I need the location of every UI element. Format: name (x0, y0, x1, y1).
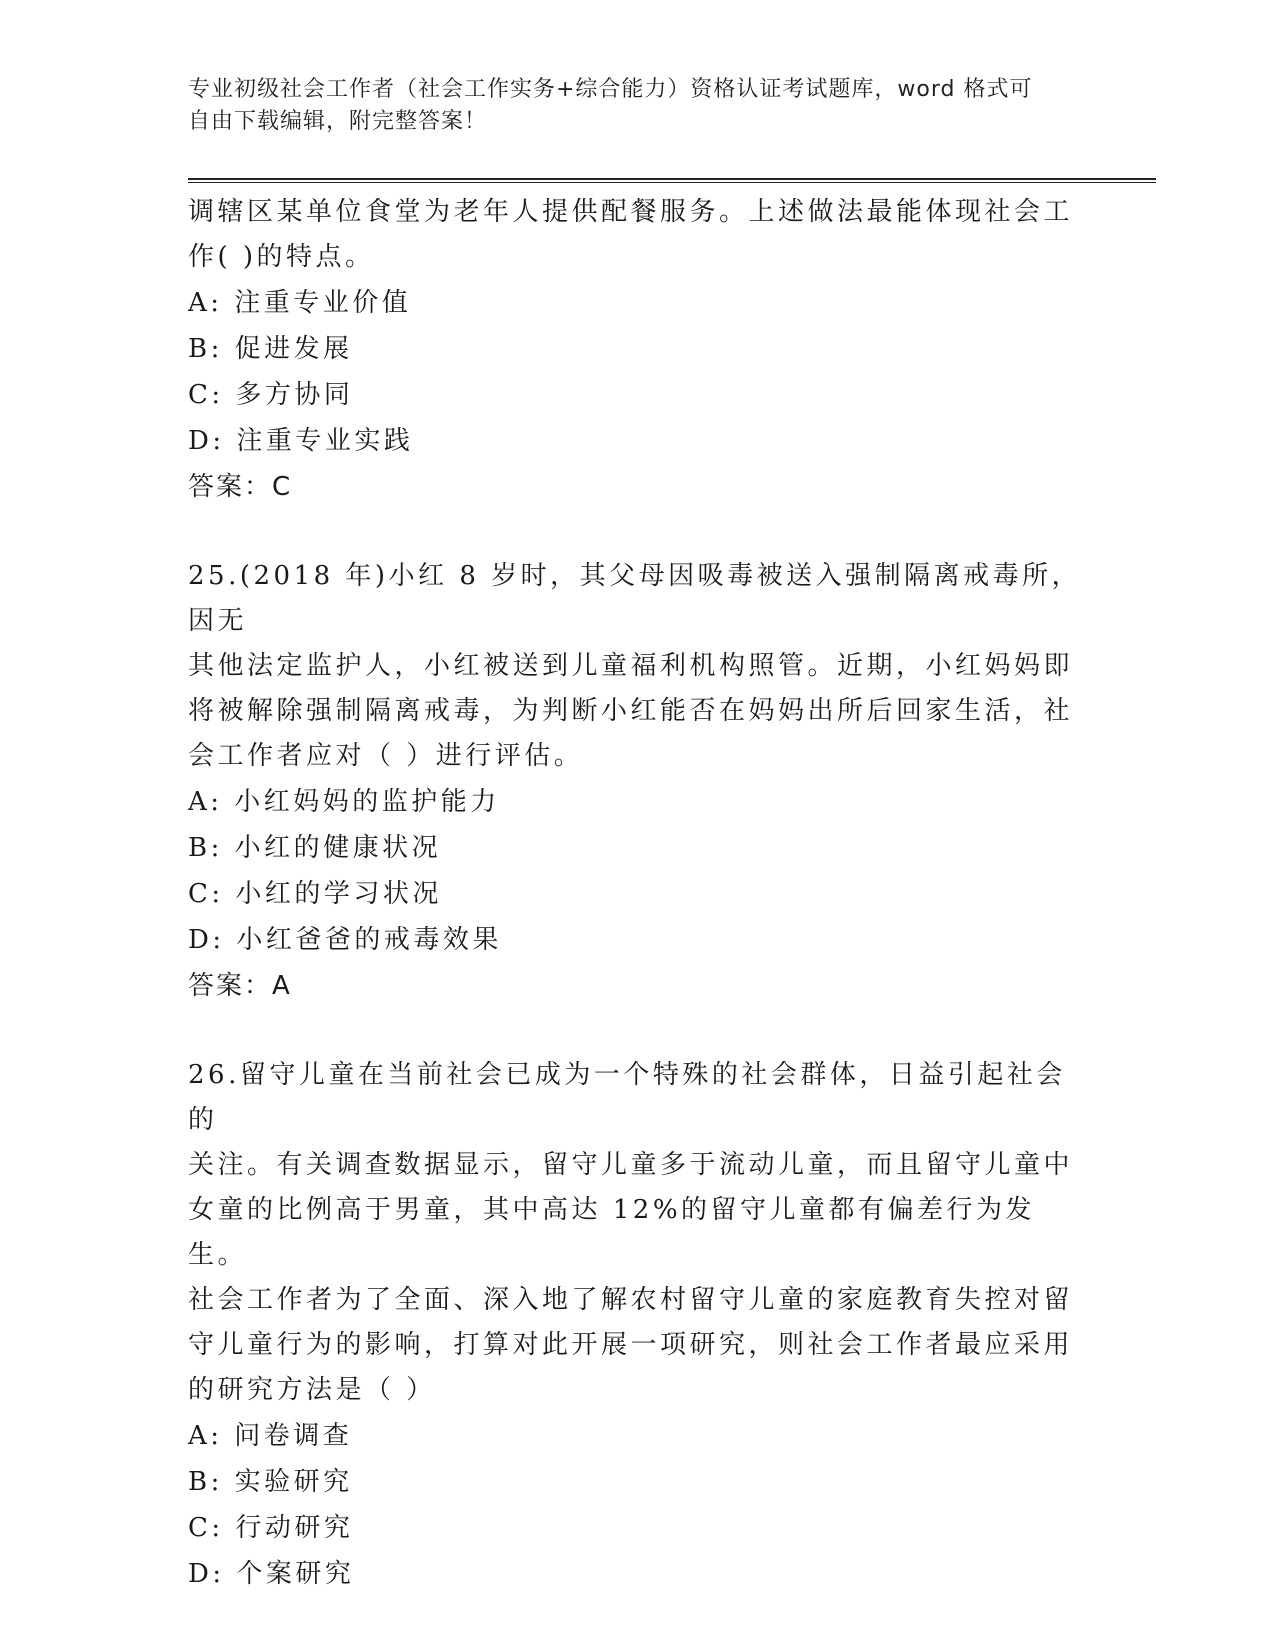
option-b: B: 实验研究 (188, 1467, 353, 1497)
header-line-1: 专业初级社会工作者（社会工作实务+综合能力）资格认证考试题库，word 格式可 (188, 77, 1033, 102)
spacer (188, 1009, 1088, 1053)
question-text-line: 的研究方法是（ ） (188, 1375, 436, 1405)
answer-line: 答案：C (188, 472, 293, 502)
question-text-line: 作( )的特点。 (188, 242, 375, 272)
question-text-line: 社会工作者为了全面、深入地了解农村留守儿童的家庭教育失控对留 (188, 1285, 1074, 1315)
option-c: C: 小红的学习状况 (188, 879, 442, 909)
header-divider (188, 178, 1156, 183)
option-b: B: 促进发展 (188, 334, 353, 364)
question-text-line: 26.留守儿童在当前社会已成为一个特殊的社会群体，日益引起社会的 (188, 1060, 1066, 1135)
question-text-line: 25.(2018 年)小红 8 岁时，其父母因吸毒被送入强制隔离戒毒所，因无 (188, 561, 1082, 636)
question-24-continued (188, 190, 1088, 510)
question-text-line: 女童的比例高于男童，其中高达 12%的留守儿童都有偏差行为发生。 (188, 1195, 1036, 1270)
question-text-line: 将被解除强制隔离戒毒，为判断小红能否在妈妈出所后回家生活，社 (188, 696, 1074, 726)
option-a: A: 问卷调查 (188, 1421, 353, 1451)
option-a: A: 小红妈妈的监护能力 (188, 787, 500, 817)
question-text-line: 调辖区某单位食堂为老年人提供配餐服务。上述做法最能体现社会工 (188, 197, 1074, 227)
question-text-line: 关注。有关调查数据显示，留守儿童多于流动儿童，而且留守儿童中 (188, 1150, 1074, 1180)
page-header (188, 74, 1088, 138)
document-body (188, 190, 1088, 1597)
option-c: C: 行动研究 (188, 1513, 354, 1543)
question-26 (188, 1053, 1088, 1597)
option-b: B: 小红的健康状况 (188, 833, 442, 863)
answer-line: 答案：A (188, 971, 292, 1001)
option-d: D: 注重专业实践 (188, 426, 414, 456)
question-text-line: 其他法定监护人，小红被送到儿童福利机构照管。近期，小红妈妈即 (188, 651, 1074, 681)
option-d: D: 个案研究 (188, 1559, 355, 1589)
question-text-line: 会工作者应对（ ）进行评估。 (188, 741, 584, 771)
question-text-line: 守儿童行为的影响，打算对此开展一项研究，则社会工作者最应采用 (188, 1330, 1074, 1360)
option-c: C: 多方协同 (188, 380, 354, 410)
header-line-2: 自由下载编辑，附完整答案！ (188, 109, 488, 134)
option-a: A: 注重专业价值 (188, 288, 412, 318)
option-d: D: 小红爸爸的戒毒效果 (188, 925, 502, 955)
question-25 (188, 554, 1088, 1009)
spacer (188, 510, 1088, 554)
